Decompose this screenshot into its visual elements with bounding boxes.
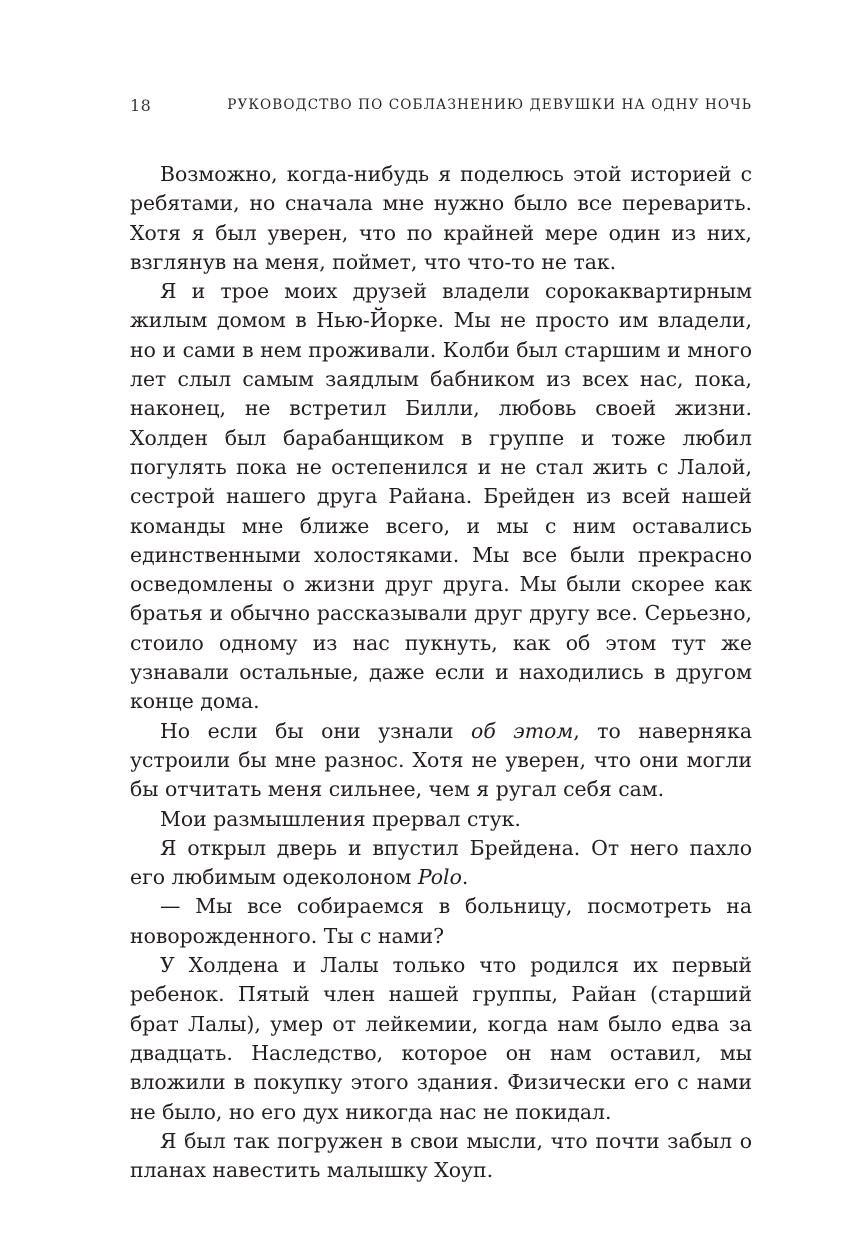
emphasis-text: об этом <box>471 718 574 743</box>
paragraph: Я и трое моих друзей владели сорокаквартирным жилым домом в Нью-Йорке. Мы не просто им владели, но и сами в нем проживали. Колби был старшим и много лет слыл самым заядлым бабником из всех нас, пока, наконец, не встретил Билли, любовь своей жизни. Холден был барабанщиком в группе и тоже любил погулять пока не остепенился и не стал жить с Лалой, сестрой нашего друга Райана. Брейден из всей нашей команды мне ближе всего, и мы с ним оставались единственными холостяками. Мы все были прекрасно осведомлены о жизни друг друга. Мы были скорее как братья и обычно рассказывали друг другу все. Серьезно, стоило одному из нас пукнуть, как об этом тут же узнавали остальные, даже если и находились в другом конце дома. <box>130 279 752 714</box>
running-title: РУКОВОДСТВО ПО СОБЛАЗНЕНИЮ ДЕВУШКИ НА ОДНУ НОЧЬ <box>227 97 752 113</box>
main-text <box>130 160 752 1185</box>
paragraph-text: . <box>461 865 469 890</box>
paragraph-text: Я открыл дверь и впустил Брейдена. От него пахло его любимым одеколоном <box>130 835 752 890</box>
running-head <box>130 96 752 120</box>
paragraph-text: Но если бы они узнали <box>160 718 472 743</box>
paragraph-text: , то наверняка устроили бы мне разнос. Хотя не уверен, что они могли бы отчитать меня сильнее, чем я ругал себя сам. <box>130 718 753 802</box>
paragraph: У Холдена и Лалы только что родился их первый ребенок. Пятый член нашей группы, Райан (старший брат Лалы), умер от лейкемии, когда нам было едва за двадцать. Наследство, которое он нам оставил, мы вложили в покупку этого здания. Физически его с нами не было, но его дух никогда нас не покидал. <box>130 953 752 1124</box>
dialogue-paragraph: — Мы все собираемся в больницу, посмотреть на новорожденного. Ты с нами? <box>130 894 752 948</box>
paragraph: Возможно, когда-нибудь я поделюсь этой историей с ребятами, но сначала мне нужно было все переварить. Хотя я был уверен, что по крайней мере один из них, взглянув на меня, поймет, что что-то не так. <box>130 162 752 274</box>
paragraph <box>130 834 752 893</box>
paragraph: Я был так погружен в свои мысли, что почти забыл о планах навестить малышку Хоуп. <box>130 1128 752 1183</box>
paragraph: Мои размышления прервал стук. <box>160 806 521 831</box>
emphasis-text: Polo <box>417 865 462 890</box>
page-number: 18 <box>130 96 152 115</box>
paragraph <box>130 717 752 805</box>
